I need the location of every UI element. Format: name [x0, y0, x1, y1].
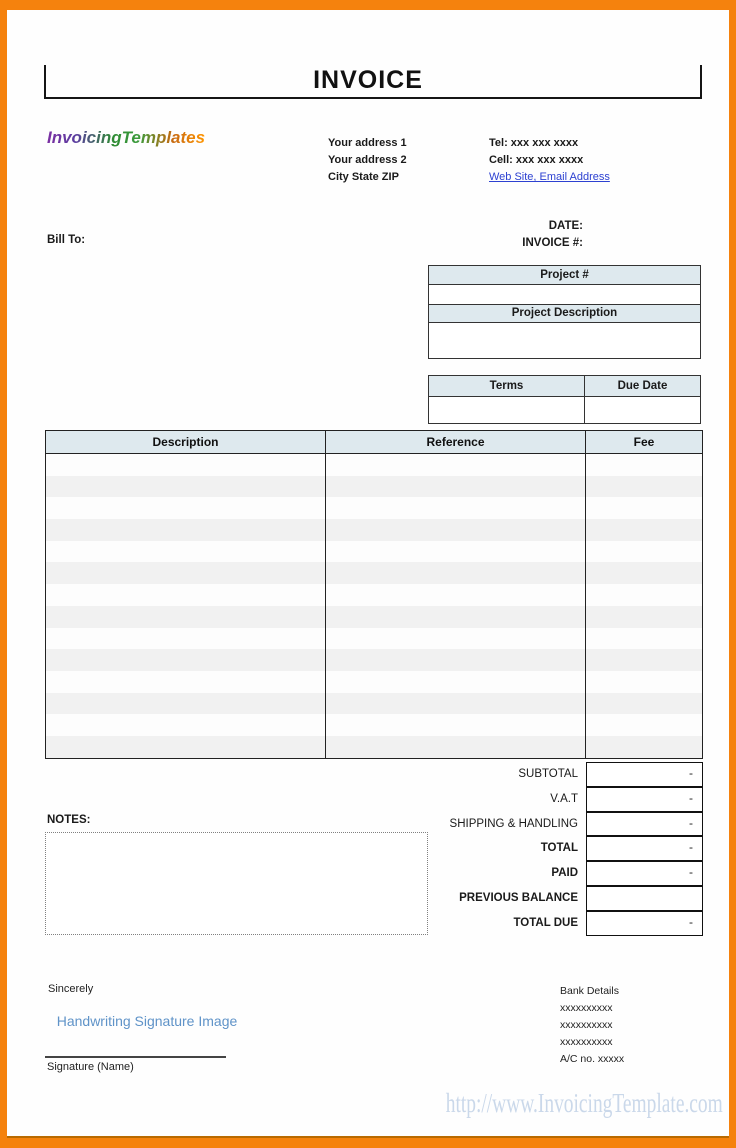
total-label: PREVIOUS BALANCE	[459, 891, 578, 904]
table-cell	[586, 497, 702, 519]
table-cell	[586, 736, 702, 758]
table-cell	[326, 497, 586, 519]
invoice-number-label: INVOICE #:	[522, 237, 583, 249]
table-cell	[46, 606, 326, 628]
table-row	[46, 454, 702, 476]
line-items-table	[45, 430, 703, 759]
signature-name-label: Signature (Name)	[47, 1061, 134, 1073]
notes-field	[45, 832, 428, 935]
table-cell	[326, 606, 586, 628]
table-cell	[586, 584, 702, 606]
total-label: SHIPPING & HANDLING	[449, 817, 578, 830]
total-label: TOTAL DUE	[513, 916, 578, 929]
table-row	[46, 714, 702, 736]
project-description-header: Project Description	[429, 305, 700, 323]
table-cell	[326, 649, 586, 671]
project-description-field	[429, 323, 700, 358]
table-cell	[586, 671, 702, 693]
sender-contact-block	[489, 135, 610, 186]
project-number-field	[429, 285, 700, 305]
total-row	[7, 787, 703, 812]
terms-table	[428, 375, 701, 424]
total-label: SUBTOTAL	[518, 768, 578, 780]
total-value-box: -	[586, 787, 703, 812]
table-row	[46, 562, 702, 584]
due-date-header: Due Date	[617, 380, 668, 392]
table-cell	[586, 628, 702, 650]
fee-header: Fee	[633, 435, 655, 449]
description-header: Description	[46, 431, 326, 453]
bank-line: xxxxxxxxxx	[560, 1019, 613, 1031]
table-row	[46, 628, 702, 650]
table-cell	[586, 519, 702, 541]
table-cell	[326, 693, 586, 715]
website-email-link[interactable]: Web Site, Email Address	[489, 171, 610, 183]
table-row	[46, 649, 702, 671]
table-row	[46, 736, 702, 758]
table-cell	[46, 584, 326, 606]
total-value-box: -	[586, 861, 703, 886]
reference-header: Reference	[326, 431, 586, 453]
table-cell	[46, 454, 326, 476]
table-cell	[46, 649, 326, 671]
table-cell	[46, 628, 326, 650]
table-cell	[46, 693, 326, 715]
bank-account-line: A/C no. xxxxx	[560, 1053, 625, 1065]
bank-line: xxxxxxxxxx	[560, 1002, 613, 1014]
terms-field	[429, 397, 585, 423]
total-label: TOTAL	[540, 842, 578, 855]
table-row	[46, 541, 702, 563]
table-cell	[586, 454, 702, 476]
table-row	[46, 519, 702, 541]
invoice-meta-block	[333, 218, 583, 252]
table-cell	[326, 671, 586, 693]
signature-line	[45, 1056, 226, 1058]
terms-table-header-row	[429, 376, 700, 397]
table-cell	[326, 584, 586, 606]
signature-image-placeholder: Handwriting Signature Image	[56, 1013, 238, 1029]
table-cell	[326, 519, 586, 541]
address-line-2: Your address 2	[328, 154, 407, 166]
table-cell	[326, 454, 586, 476]
cell-line: Cell: xxx xxx xxxx	[489, 154, 584, 166]
table-cell	[586, 562, 702, 584]
bank-details-title: Bank Details	[560, 985, 619, 997]
table-cell	[46, 671, 326, 693]
bank-line: xxxxxxxxxx	[560, 1036, 613, 1048]
table-cell	[326, 562, 586, 584]
bank-details-block	[560, 983, 624, 1068]
date-label: DATE:	[548, 220, 583, 232]
table-row	[46, 671, 702, 693]
table-cell	[586, 541, 702, 563]
table-row	[46, 497, 702, 519]
page-title: INVOICE	[313, 66, 423, 94]
table-cell	[326, 541, 586, 563]
total-row	[7, 762, 703, 787]
table-cell	[326, 628, 586, 650]
table-cell	[586, 649, 702, 671]
items-body	[45, 454, 703, 759]
total-value-box: -	[586, 911, 703, 936]
table-cell	[586, 714, 702, 736]
total-value-box: -	[586, 812, 703, 837]
address-line-1: Your address 1	[328, 137, 407, 149]
items-header-row	[45, 430, 703, 454]
due-date-field	[585, 397, 700, 423]
phone-line: Tel: xxx xxx xxxx	[489, 137, 579, 149]
table-row	[46, 606, 702, 628]
sender-address-block	[328, 135, 407, 186]
invoicing-templates-logo: InvoicingTemplates	[47, 128, 206, 147]
bill-to-label: Bill To:	[47, 234, 86, 246]
closing-text: Sincerely	[48, 983, 94, 995]
project-table	[428, 265, 701, 359]
site-watermark: http://www.InvoicingTemplate.com	[445, 1088, 723, 1118]
table-cell	[586, 476, 702, 498]
table-cell	[586, 693, 702, 715]
table-cell	[46, 736, 326, 758]
table-cell	[46, 541, 326, 563]
table-cell	[46, 562, 326, 584]
total-value-box: -	[586, 762, 703, 787]
notes-label: NOTES:	[47, 814, 91, 826]
table-row	[46, 693, 702, 715]
table-cell	[46, 476, 326, 498]
total-value-box	[586, 886, 703, 911]
table-cell	[586, 606, 702, 628]
total-label: PAID	[551, 867, 578, 880]
terms-table-value-row	[429, 397, 700, 423]
table-cell	[46, 519, 326, 541]
table-cell	[326, 714, 586, 736]
table-row	[46, 476, 702, 498]
terms-header: Terms	[429, 376, 585, 396]
table-cell	[46, 714, 326, 736]
project-number-header: Project #	[429, 266, 700, 285]
table-cell	[326, 476, 586, 498]
table-row	[46, 584, 702, 606]
table-cell	[46, 497, 326, 519]
total-label: V.A.T	[550, 792, 578, 805]
invoice-page	[7, 10, 729, 1138]
table-cell	[326, 736, 586, 758]
total-value-box: -	[586, 836, 703, 861]
address-line-3: City State ZIP	[328, 171, 399, 183]
